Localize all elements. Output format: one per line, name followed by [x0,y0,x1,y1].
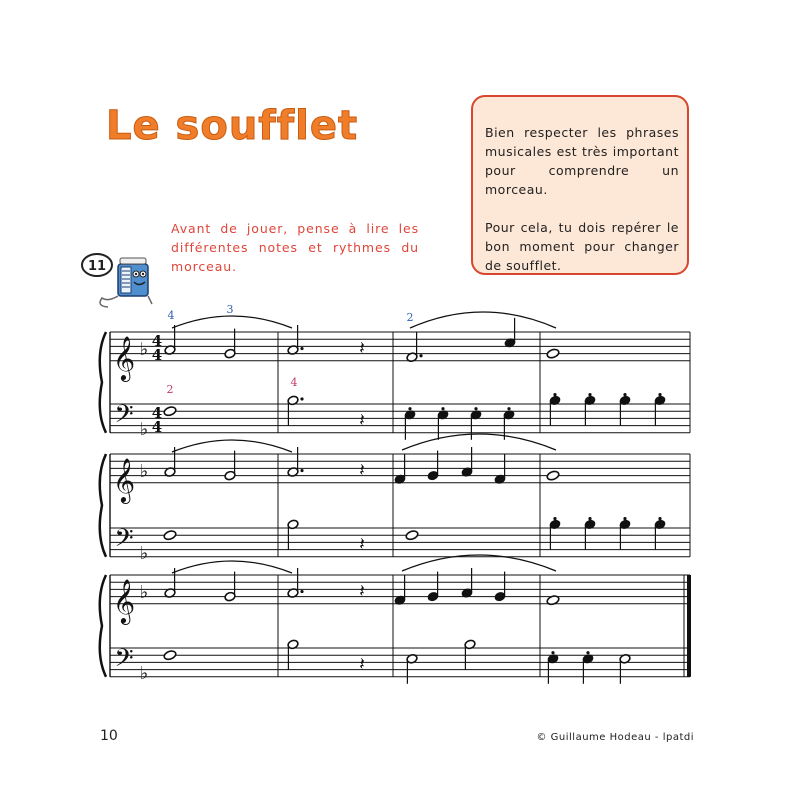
system-3-bass-flat: ♭ [139,663,149,684]
s2-bass-m3-head [405,530,419,541]
copyright-credit: © Guillaume Hodeau - lpatdi [536,732,694,743]
s2-bass-m1-head [163,530,177,541]
s3-slur-2 [402,555,556,571]
fingering-5: 4 [290,376,298,389]
fingering-3: 2 [406,311,414,324]
s1-bass-m2-rest: 𝄽 [359,410,365,431]
s3-bass-m4-stacc-0 [551,651,554,654]
s1-bass-m3-stacc-2 [474,407,477,410]
s2-bass-m4-stacc-0 [553,517,556,520]
system-1-treble-flat: ♭ [139,339,149,360]
system-2-brace [100,454,106,557]
s2-m4-n1-head [546,470,560,481]
system-3-treble-flat: ♭ [139,582,149,603]
fingering-2: 3 [226,303,234,316]
s1-bass-m3-stacc-1 [441,407,444,410]
tip-paragraph-2: Pour cela, tu dois repérer le bon moment pour changer de soufflet. [485,220,679,273]
s3-bass-m2-rest: 𝄽 [359,654,365,675]
s1-bass-m4-stacc-3 [658,393,661,396]
s2-m2-rest: 𝄽 [359,460,365,481]
time-signature-top: 4 [151,404,163,422]
system-3-treble-clef: 𝄞 [112,579,136,623]
system-1-bass-clef: 𝄢 [114,400,134,435]
time-signature-top: 4 [151,332,163,350]
s1-bass-m4-stacc-0 [553,393,556,396]
s3-m2-rest: 𝄽 [359,581,365,602]
s2-bass-m4-stacc-2 [623,517,626,520]
fingering-4: 2 [166,383,174,396]
s2-bass-m4-stacc-3 [658,517,661,520]
system-2-treble-clef: 𝄞 [112,458,136,502]
system-2-treble-flat: ♭ [139,461,149,482]
page-title: Le soufflet [106,103,359,149]
s3-bass-m1-head [163,650,177,661]
system-1-treble-clef: 𝄞 [112,336,136,380]
s1-slur-1 [172,316,292,328]
s1-m2-rest: 𝄽 [359,338,365,359]
page-number: 10 [100,728,118,744]
s2-bass-m4-stacc-1 [588,517,591,520]
s1-bass-m4-stacc-1 [588,393,591,396]
s1-m2-dot [300,347,303,350]
system-2-bass-clef: 𝄢 [114,524,134,559]
s2-m2-dot [300,469,303,472]
system-3-bass-clef: 𝄢 [114,644,134,679]
system-1-brace [100,332,106,433]
s1-bass-m3-stacc-0 [408,407,411,410]
s1-bass-m1-head [163,406,177,417]
time-signature-bottom: 4 [151,418,163,436]
s2-slur-1 [172,440,292,452]
system-3-brace [100,575,106,677]
s1-slur-2 [410,312,556,328]
system-2-bass-flat: ♭ [139,543,149,564]
fingering-1: 4 [167,309,175,322]
s2-slur-2 [402,434,556,450]
intro-text: Avant de jouer, pense à lire les différentes notes et rythmes du morceau. [171,221,419,274]
s1-m3-dot [419,354,422,357]
s1-bass-m4-stacc-2 [623,393,626,396]
s1-bass-m3-stacc-3 [507,407,510,410]
system-1-bass-flat: ♭ [139,419,149,440]
tip-paragraph-1: Bien respecter les phrases musicales est très important pour comprendre un morceau. [485,125,679,197]
s3-slur-1 [172,561,292,573]
track-number: 11 [87,259,107,274]
time-signature-bottom: 4 [151,346,163,364]
final-barline-thick [687,575,691,677]
s2-bass-m2-rest: 𝄽 [359,534,365,555]
s3-bass-m4-stacc-1 [586,651,589,654]
s1-bass-m2-dot [300,397,303,400]
s3-m2-dot [300,590,303,593]
s1-m4-n1-head [546,348,560,359]
